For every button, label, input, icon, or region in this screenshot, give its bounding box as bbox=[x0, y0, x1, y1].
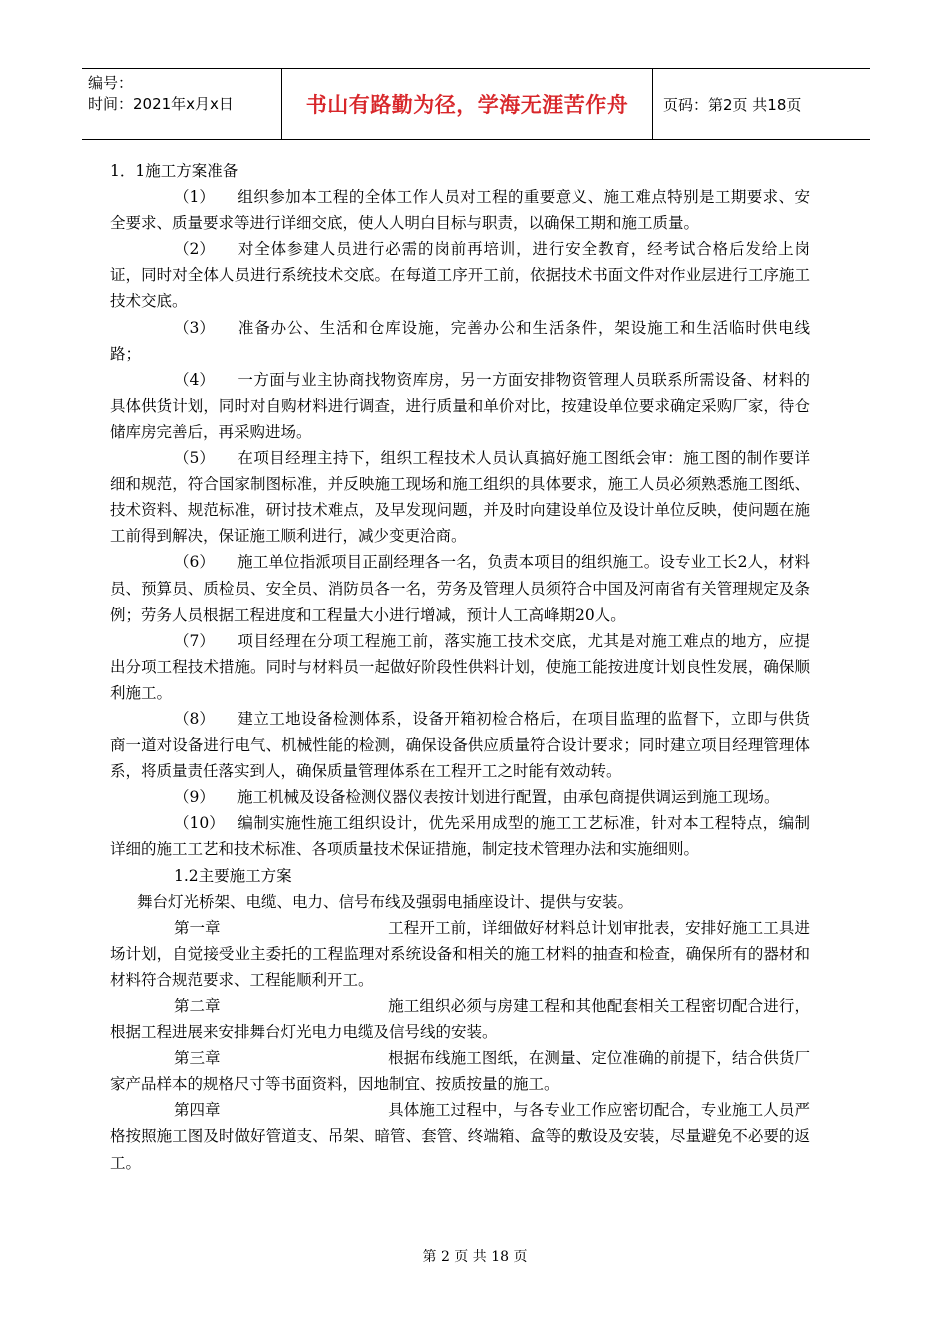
header-time-label: 时间：2021年x月x日 bbox=[88, 95, 234, 113]
item-text: 对全体参建人员进行必需的岗前再培训，进行安全教育，经考试合格后发给上岗证，同时对全体人员进行系统技术交底。在每道工序开工前，依据技术书面文件对作业层进行工序施工技术交底。 bbox=[110, 240, 810, 311]
section2-chapters bbox=[110, 915, 810, 1176]
chapter-text: 具体施工过程中，与各专业工作应密切配合，专业施工人员严格按照施工图及时做好管道支、吊架、暗管、套管、终端箱、盒等的敷设及安装，尽量避免不必要的返工。 bbox=[110, 1101, 810, 1172]
item-text: 施工单位指派项目正副经理各一名，负责本项目的组织施工。设专业工长2人，材料员、预算员、质检员、安全员、消防员各一名，劳务及管理人员须符合中国及河南省有关管理规定及条例；劳务人员根据工程进度和工程量大小进行增减，预计人工高峰期20人。 bbox=[110, 553, 810, 624]
chapter-label: 第二章 bbox=[174, 997, 221, 1015]
item-text: 组织参加本工程的全体工作人员对工程的重要意义、施工难点特别是工期要求、安全要求、质量要求等进行详细交底，使人人明白目标与职责，以确保工期和施工质量。 bbox=[110, 188, 810, 233]
item-number: （3） bbox=[174, 318, 215, 337]
item-text: 编制实施性施工组织设计，优先采用成型的施工工艺标准，针对本工程特点，编制详细的施工工艺和技术标准、各项质量技术保证措施，制定技术管理办法和实施细则。 bbox=[110, 814, 810, 859]
chapter-text: 施工组织必须与房建工程和其他配套相关工程密切配合进行，根据工程进展来安排舞台灯光电力电缆及信号线的安装。 bbox=[110, 997, 810, 1042]
item-number: （8） bbox=[174, 709, 215, 728]
item-number: （9） bbox=[174, 788, 215, 807]
list-item bbox=[110, 184, 810, 236]
item-text: 项目经理在分项工程施工前，落实施工技术交底，尤其是对施工难点的地方，应提出分项工程技术措施。同时与材料员一起做好阶段性供料计划，使施工能按进度计划良性发展，确保顺利施工。 bbox=[110, 631, 810, 702]
header-meta bbox=[82, 69, 281, 139]
item-number: （2） bbox=[174, 240, 215, 259]
document-body bbox=[110, 158, 810, 1176]
chapter-label: 第四章 bbox=[174, 1101, 221, 1120]
list-item bbox=[110, 549, 810, 627]
list-item bbox=[110, 784, 810, 810]
chapter-paragraph bbox=[110, 993, 810, 1045]
item-number: （1） bbox=[174, 188, 215, 207]
item-number: （5） bbox=[174, 449, 215, 468]
list-item bbox=[110, 706, 810, 784]
chapter-paragraph bbox=[110, 1045, 810, 1097]
list-item bbox=[110, 236, 810, 314]
section2-intro: 舞台灯光桥架、电缆、电力、信号布线及强弱电插座设计、提供与安装。 bbox=[137, 892, 634, 911]
chapter-label: 第三章 bbox=[174, 1049, 221, 1068]
chapter-text: 根据布线施工图纸，在测量、定位准确的前提下，结合供货厂家产品样本的规格尺寸等书面资料，因地制宜、按质按量的施工。 bbox=[110, 1049, 810, 1094]
item-text: 准备办公、生活和仓库设施，完善办公和生活条件，架设施工和生活临时供电线路； bbox=[110, 318, 810, 363]
section2-title: 1.2主要施工方案 bbox=[174, 866, 292, 885]
chapter-label: 第一章 bbox=[174, 918, 221, 937]
header-number-label: 编号： bbox=[88, 74, 134, 92]
item-text: 建立工地设备检测体系，设备开箱初检合格后，在项目监理的监督下，立即与供货商一道对设备进行电气、机械性能的检测，确保设备供应质量符合设计要求；同时建立项目经理管理体系，将质量责任落实到人，确保质量管理体系在工程开工之时能有效动转。 bbox=[110, 709, 810, 781]
list-item bbox=[110, 810, 810, 862]
section1-items bbox=[110, 184, 810, 862]
chapter-paragraph bbox=[110, 915, 810, 993]
item-number: （4） bbox=[174, 370, 215, 389]
page-footer: 第 2 页 共 18 页 bbox=[422, 1249, 528, 1265]
list-item bbox=[110, 315, 810, 367]
item-number: （10） bbox=[174, 814, 225, 833]
item-text: 施工机械及设备检测仪器仪表按计划进行配置，由承包商提供调运到施工现场。 bbox=[237, 788, 780, 807]
header-motto: 书山有路勤为径，学海无涯苦作舟 bbox=[281, 69, 653, 139]
list-item bbox=[110, 628, 810, 706]
chapter-paragraph bbox=[110, 1097, 810, 1175]
page-header bbox=[82, 68, 870, 140]
item-number: （7） bbox=[174, 631, 215, 650]
header-page-info: 页码：第2页 共18页 bbox=[663, 95, 802, 114]
item-text: 一方面与业主协商找物资库房，另一方面安排物资管理人员联系所需设备、材料的具体供货计划，同时对自购材料进行调查，进行质量和单价对比，按建设单位要求确定采购厂家，待仓储库房完善后，再采购进场。 bbox=[110, 370, 810, 441]
item-text: 在项目经理主持下，组织工程技术人员认真搞好施工图纸会审：施工图的制作要详细和规范，符合国家制图标准，并反映施工现场和施工组织的具体要求，施工人员必须熟悉施工图纸、技术资料、规范标准，研讨技术难点，及早发现问题，并及时向建设单位及设计单位反映，使问题在施工前得到解决，保证施工顺利进行，减少变更洽商。 bbox=[110, 449, 810, 546]
item-number: （6） bbox=[174, 553, 215, 572]
section1-title: 1．1施工方案准备 bbox=[110, 162, 239, 180]
list-item bbox=[110, 445, 810, 549]
chapter-text: 工程开工前，详细做好材料总计划审批表，安排好施工工具进场计划，自觉接受业主委托的工程监理对系统设备和相关的施工材料的抽查和检查，确保所有的器材和材料符合规范要求、工程能顺利开工。 bbox=[110, 918, 810, 989]
list-item bbox=[110, 367, 810, 445]
